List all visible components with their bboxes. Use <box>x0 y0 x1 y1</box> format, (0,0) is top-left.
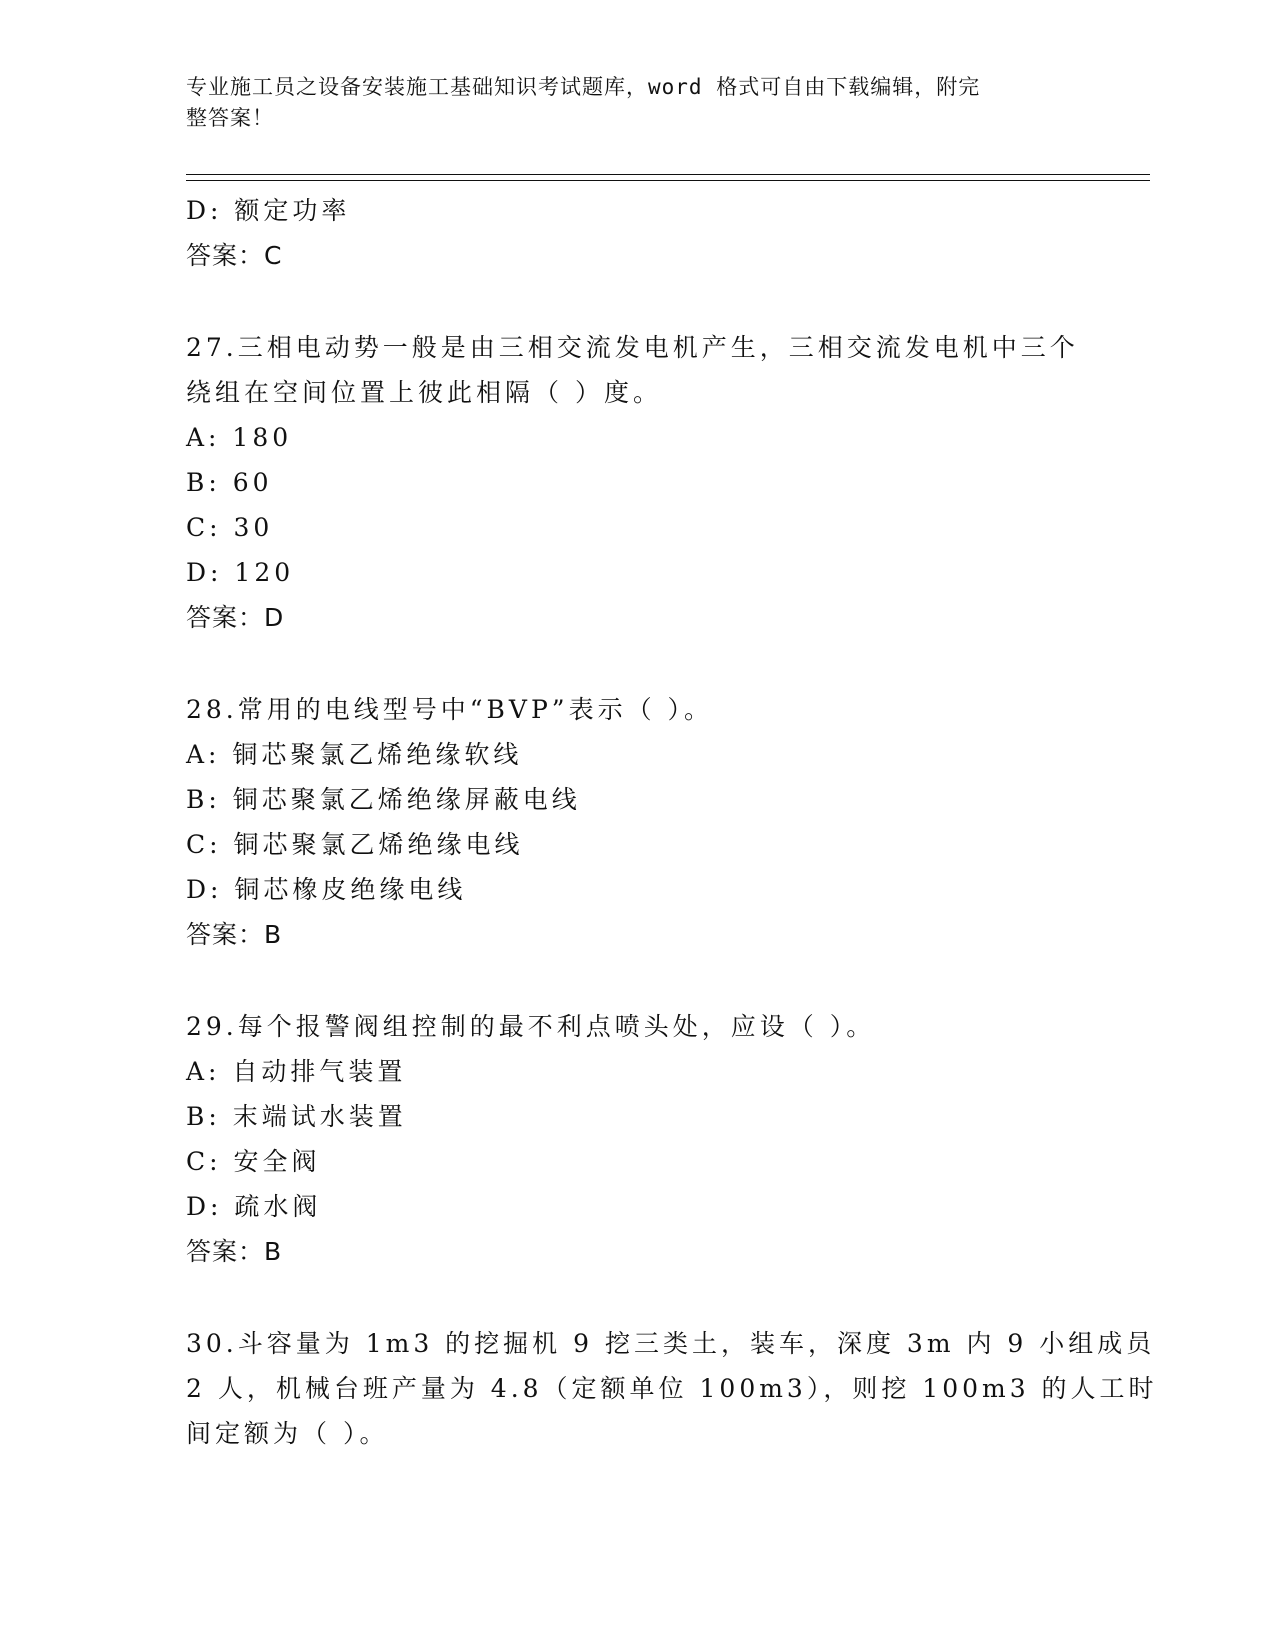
answer-line: 答案：C <box>186 241 283 270</box>
question-stem: 29.每个报警阀组控制的最不利点喷头处，应设（ ）。 <box>186 1012 876 1041</box>
question-stem: 27.三相电动势一般是由三相交流发电机产生，三相交流发电机中三个 <box>186 333 1079 362</box>
option-d: D: 铜芯橡皮绝缘电线 <box>186 875 467 904</box>
option-a: A: 铜芯聚氯乙烯绝缘软线 <box>186 740 523 769</box>
spacer <box>186 640 1086 687</box>
option-b: B: 末端试水装置 <box>186 1102 407 1131</box>
question-30 <box>186 1321 1158 1456</box>
answer-line: 答案：B <box>186 920 283 949</box>
question-28 <box>186 687 1086 957</box>
header-divider-top <box>186 174 1150 175</box>
spacer <box>186 957 1086 1004</box>
option-a: A: 180 <box>186 423 293 452</box>
option-a: A: 自动排气装置 <box>186 1057 407 1086</box>
document-header <box>186 72 1066 134</box>
option-d: D: 疏水阀 <box>186 1192 322 1221</box>
question-29 <box>186 1004 1086 1274</box>
header-line-2: 整答案！ <box>186 106 274 130</box>
question-27 <box>186 325 1086 640</box>
question-stem: 间定额为（ ）。 <box>186 1419 389 1448</box>
option-d: D: 120 <box>186 558 295 587</box>
option-b: B: 60 <box>186 468 273 497</box>
option-c: C: 铜芯聚氯乙烯绝缘电线 <box>186 830 524 859</box>
question-26-tail <box>186 188 1086 278</box>
answer-line: 答案：D <box>186 603 285 632</box>
question-stem: 绕组在空间位置上彼此相隔（ ）度。 <box>186 378 662 407</box>
spacer <box>186 278 1086 325</box>
option-d: D: 额定功率 <box>186 196 351 225</box>
option-c: C: 30 <box>186 513 274 542</box>
header-line-1: 专业施工员之设备安装施工基础知识考试题库，word 格式可自由下载编辑，附完 <box>186 75 981 99</box>
option-b: B: 铜芯聚氯乙烯绝缘屏蔽电线 <box>186 785 581 814</box>
question-stem: 30.斗容量为 1m3 的挖掘机 9 挖三类土，装车，深度 3m 内 9 小组成员 <box>186 1329 1156 1358</box>
question-stem: 28.常用的电线型号中“BVP”表示（ ）。 <box>186 695 714 724</box>
spacer <box>186 1274 1086 1321</box>
option-c: C: 安全阀 <box>186 1147 321 1176</box>
question-list <box>186 188 1158 1456</box>
answer-line: 答案：B <box>186 1237 283 1266</box>
header-divider-bottom <box>186 180 1150 181</box>
question-stem: 2 人，机械台班产量为 4.8（定额单位 100m3），则挖 100m3 的人工时 <box>186 1374 1158 1403</box>
